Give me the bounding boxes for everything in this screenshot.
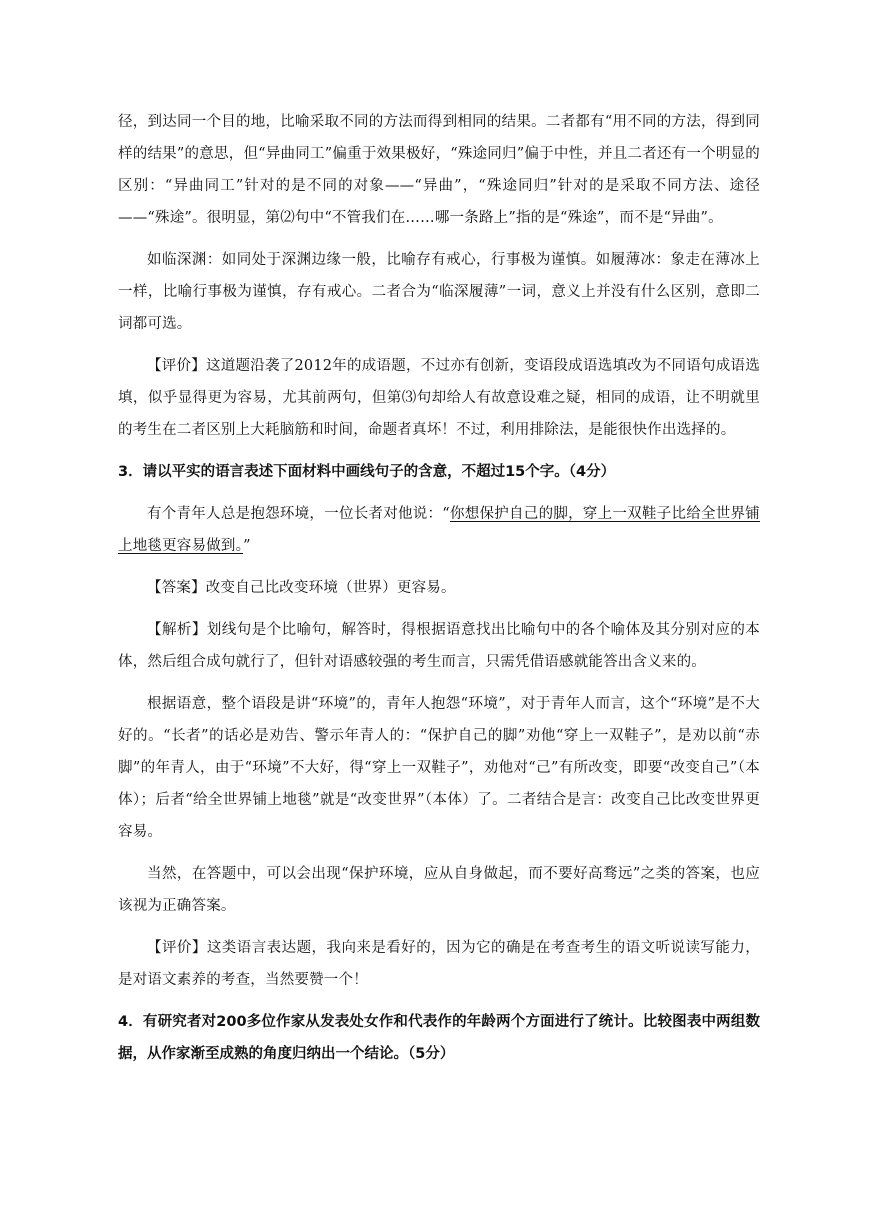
answer-q3: 【答案】改变自己比改变环境（世界）更容易。 xyxy=(147,580,456,596)
closing-quote: ” xyxy=(243,538,251,554)
question-3-material xyxy=(118,498,760,562)
paragraph-evaluation-q2: 【评价】这道题沿袭了2012年的成语题，不过亦有创新，变语段成语选填改为不同语句成语选填，似乎显得更为容易，尤其前两句，但第⑶句却给人有故意设难之疑，相同的成语，让不明就里的考生在二者区别上大耗脑筋和时间，命题者真坏！不过，利用排除法，是能很快作出选择的。 xyxy=(118,358,760,438)
question-4-heading: 4．有研究者对200多位作家从发表处女作和代表作的年龄两个方面进行了统计。比较图表中两组数据，从作家渐至成熟的角度归纳出一个结论。（5分） xyxy=(118,1014,760,1062)
alternative-answer-note: 当然，在答题中，可以会出现“保护环境，应从自身做起，而不要好高骛远”之类的答案，也应该视为正确答案。 xyxy=(118,866,760,914)
evaluation-q3: 【评价】这类语言表达题，我向来是看好的，因为它的确是在考查考生的语文听说读写能力，是对语文素养的考查，当然要赞一个！ xyxy=(118,940,760,988)
material-intro-text: 有个青年人总是抱怨环境，一位长者对他说：“ xyxy=(147,506,450,522)
analysis-q3: 【解析】划线句是个比喻句，解答时，得根据语意找出比喻句中的各个喻体及其分别对应的本体，然后组合成句就行了，但针对语感较强的考生而言，只需凭借语感就能答出含义来的。 xyxy=(118,622,760,670)
paragraph-rulin-shenyuan: 如临深渊：如同处于深渊边缘一般，比喻存有戒心，行事极为谨慎。如履薄冰：象走在薄冰上一样，比喻行事极为谨慎，存有戒心。二者合为“临深履薄”一词，意义上并没有什么区别，意即二词都可选。 xyxy=(118,252,760,332)
paragraph-idiom-comparison: 径，到达同一个目的地，比喻采取不同的方法而得到相同的结果。二者都有“用不同的方法，得到同样的结果”的意思，但“异曲同工”偏重于效果极好，“殊途同归”偏于中性，并且二者还有一个明显的区别：“异曲同工”针对的是不同的对象——“异曲”，“殊途同归”针对的是采取不同方法、途径——“殊途”。很明显，第⑵句中“不管我们在……哪一条路上”指的是“殊途”，而不是“异曲”。 xyxy=(118,114,760,226)
question-3-heading: 3．请以平实的语言表述下面材料中画线句子的含意，不超过15个字。（4分） xyxy=(118,464,616,480)
underlined-sentence: 你想保护自己的脚，穿上一双鞋子比给全世界铺上地毯更容易做到。 xyxy=(118,506,760,554)
analysis-detail-q3: 根据语意，整个语段是讲“环境”的，青年人抱怨“环境”，对于青年人而言，这个“环境”是不大好的。“长者”的话必是劝告、警示年青人的：“保护自己的脚”劝他“穿上一双鞋子”，是劝以前“赤脚”的年青人，由于“环境”不大好，得“穿上一双鞋子”，劝他对“己”有所改变，即要“改变自己”（本体）；后者“给全世界铺上地毯”就是“改变世界”（本体）了。二者结合是言：改变自己比改变世界更容易。 xyxy=(118,696,760,840)
document-body xyxy=(118,106,760,1070)
